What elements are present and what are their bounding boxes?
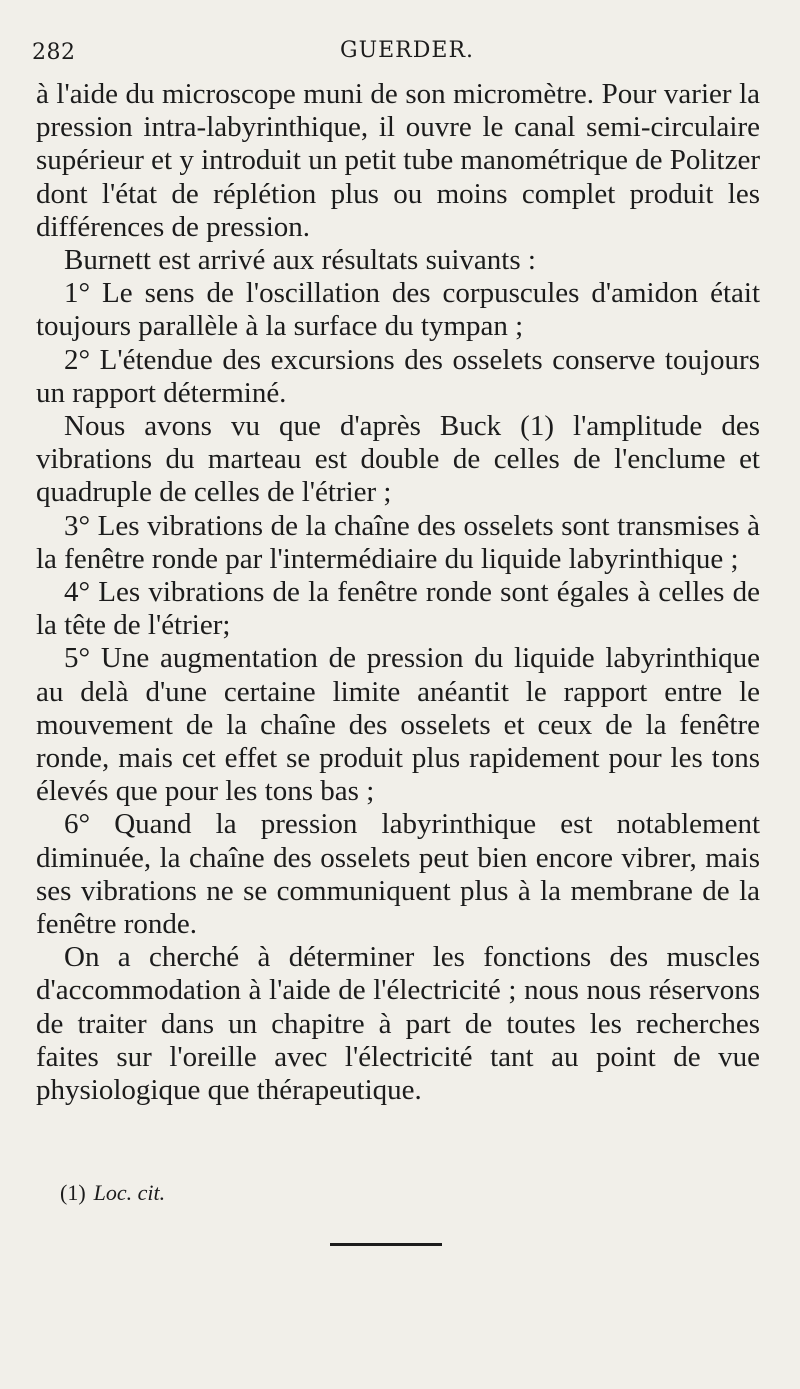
paragraph: On a cherché à déterminer les fonctions des muscles d'accommodation à l'aide de l'électricité ; nous nous réservons de traiter dans un chapitre à part de toutes les recherches faites sur l'oreille avec l'électricité tant au point de vue physiologique que thérapeutique. <box>36 941 760 1107</box>
list-item: 3° Les vibrations de la chaîne des osselets sont transmises à la fenêtre ronde par l'intermédiaire du liquide labyrinthique ; <box>36 509 760 575</box>
body-text <box>36 78 760 1107</box>
running-head: GUERDER. <box>340 38 474 63</box>
page-header <box>0 30 800 70</box>
paragraph: Nous avons vu que d'après Buck (1) l'amplitude des vibrations du marteau est double de celles de l'enclume et quadruple de celles de l'étrier ; <box>36 410 760 509</box>
end-rule <box>330 1243 442 1246</box>
footnote-marker: (1) <box>60 1180 86 1205</box>
paragraph: à l'aide du microscope muni de son micromètre. Pour varier la pression intra-labyrinthique, il ouvre le canal semi-circulaire supérieur et y introduit un petit tube manométrique de Politzer dont l'état de réplétion plus ou moins complet produit les différences de pression. <box>36 78 761 243</box>
footnote <box>60 1180 165 1206</box>
paragraph: Burnett est arrivé aux résultats suivants : <box>64 244 536 277</box>
footnote-text: Loc. cit. <box>93 1180 166 1205</box>
list-item: 4° Les vibrations de la fenêtre ronde sont égales à celles de la tête de l'étrier; <box>36 576 760 642</box>
page-number: 282 <box>32 40 76 65</box>
list-item: 5° Une augmentation de pression du liquide labyrinthique au delà d'une certaine limite anéantit le rapport entre le mouvement de la chaîne des osselets et ceux de la fenêtre ronde, mais cet effet se produit plus rapidement pour les tons élevés que pour les tons bas ; <box>36 642 760 808</box>
list-item: 1° Le sens de l'oscillation des corpuscules d'amidon était toujours parallèle à la surface du tympan ; <box>36 277 760 343</box>
list-item: 2° L'étendue des excursions des osselets conserve toujours un rapport déterminé. <box>36 343 760 409</box>
list-item: 6° Quand la pression labyrinthique est notablement diminuée, la chaîne des osselets peut bien encore vibrer, mais ses vibrations ne se communiquent plus à la membrane de la fenêtre ronde. <box>36 808 760 941</box>
